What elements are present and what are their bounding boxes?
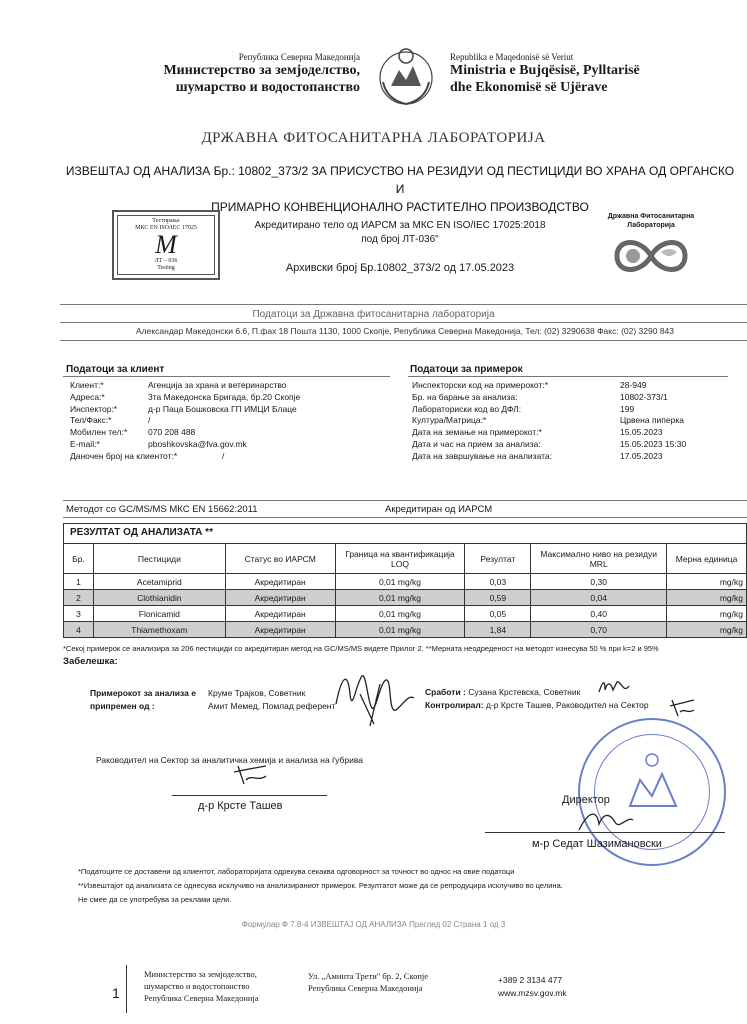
ministry-name-mk-1: Министерство за земјоделство,	[163, 63, 360, 78]
report-title-line-1: ИЗВЕШТАЈ ОД АНАЛИЗА Бр.: 10802_373/2 ЗА ПРИСУСТВО НА РЕЗИДУИ ОД ПЕСТИЦИДИ ВО ХРАНА ОД ОРГАНСКО И	[65, 164, 735, 196]
prepared-label-2: припремен од :	[90, 701, 155, 711]
sample-value: 15.05.2023 15:30	[620, 439, 687, 449]
footnote-1: *Податоците се доставени од клиентот, лабораторијата одрекува секаква одговорност за точност во однос на овие податоци	[78, 867, 515, 876]
table-cell: Flonicamid	[93, 606, 225, 622]
client-divider	[63, 376, 390, 377]
table-cell: mg/kg	[667, 574, 747, 590]
client-label: Мобилен тел:*	[70, 427, 128, 438]
table-cell: Acetamiprid	[93, 574, 225, 590]
lab-data-title: Податоци за Државна фитосанитарна лабораторија	[252, 309, 495, 320]
client-label: E-mail:*	[70, 439, 100, 449]
table-cell: 3	[64, 606, 94, 622]
col-header-result: Резултат	[465, 544, 531, 574]
table-cell: mg/kg	[667, 606, 747, 622]
prepared-by-2: Амит Мемед, Помлад референт	[208, 701, 336, 711]
method-text: Методот со GC/MS/MS МКС EN 15662:2011	[66, 504, 258, 515]
prepared-by-1: Круме Трајков, Советник	[208, 688, 306, 698]
table-row	[64, 622, 747, 638]
sample-value: 15.05.2023	[620, 427, 663, 438]
results-table	[63, 543, 747, 638]
report-title-line-2: ПРИМАРНО КОНВЕНЦИОНАЛНО РАСТИТЕЛНО ПРОИЗВОДСТВО	[211, 200, 589, 214]
table-cell: 0,01 mg/kg	[335, 606, 465, 622]
method-divider-bottom	[63, 517, 747, 518]
client-value: д-р Паца Бошковска ГП ИМЦИ Блаце	[148, 403, 297, 414]
table-cell: 0,05	[465, 606, 531, 622]
sample-label: Дата на земање на примерокот:*	[412, 427, 542, 438]
prepared-label	[90, 687, 196, 713]
col-header-pesticide: Пестициди	[93, 544, 225, 574]
sample-value: 28-949	[620, 380, 647, 390]
table-cell: Акредитиран	[225, 590, 335, 606]
ministry-header-al	[450, 52, 730, 96]
country-name-al: Republika e Maqedonisë së Veriut	[450, 52, 574, 62]
client-data	[70, 380, 390, 480]
worked-label: Сработи :	[425, 687, 466, 697]
footer-ministry-1: Министерство за земјоделство,	[144, 969, 257, 979]
client-label: Клиент:*	[70, 380, 104, 390]
table-cell: 4	[64, 622, 94, 638]
ministry-name-mk-2: шумарство и водостопанство	[175, 80, 360, 95]
sample-value: 17.05.2023	[620, 450, 663, 461]
acc-mark-line-3: ЛТ – 036	[154, 258, 178, 264]
form-line: Формулар Ф 7.8-4 ИЗВЕШТАЈ ОД АНАЛИЗА Преглед 02 Страна 1 од 3	[241, 920, 506, 929]
sample-data	[412, 380, 732, 480]
director-sign-line	[485, 832, 725, 833]
col-header-unit: Мерна единица	[667, 544, 747, 574]
col-header-mrl: Максимално ниво на резидуи MRL	[531, 544, 667, 574]
table-cell: 0,40	[531, 606, 667, 622]
client-value: /	[148, 415, 151, 426]
controlled-signature	[668, 696, 698, 720]
accreditation-mark	[112, 210, 220, 280]
footer-web: www.mzsv.gov.mk	[498, 988, 567, 998]
state-coat-of-arms-icon	[375, 42, 437, 108]
table-row	[64, 606, 747, 622]
table-cell: 0,01 mg/kg	[335, 622, 465, 638]
sample-section-title: Податоци за примерок	[410, 364, 523, 375]
table-cell: 0,01 mg/kg	[335, 590, 465, 606]
client-label: Тел/Факс:*	[70, 415, 112, 426]
country-name-mk: Република Северна Македонија	[238, 52, 360, 62]
head-name: д-р Крсте Ташев	[198, 800, 283, 812]
table-cell: Акредитиран	[225, 606, 335, 622]
client-value: pboshkovska@fva.gov.mk	[148, 439, 247, 449]
accreditation-text-1: Акредитирано тело од ИАРСМ за МКС EN ISO/IEC 17025:2018	[254, 220, 546, 231]
footer-ministry	[144, 968, 259, 1004]
prepared-label-1: Примерокот за анализа е	[90, 688, 196, 698]
sample-value: 199	[620, 403, 635, 414]
results-title: РЕЗУЛТАТ ОД АНАЛИЗАТА **	[63, 523, 747, 543]
footer-addr-1: Ул. „Аминта Трети" бр. 2, Скопје	[308, 971, 429, 981]
acc-mark-line-2: МКС EN ISO/IEC 17025	[135, 225, 197, 231]
table-cell: Clothianidin	[93, 590, 225, 606]
controlled-label: Контролирал:	[425, 700, 484, 710]
client-value: 3та Македонска Бригада, бр.20 Скопје	[148, 391, 301, 402]
client-label: Инспектор:*	[70, 403, 118, 414]
table-cell: 0,70	[531, 622, 667, 638]
remark-label: Забелешка:	[63, 656, 118, 667]
table-cell: mg/kg	[667, 622, 747, 638]
method-accreditation: Акредитиран од ИАРСМ	[385, 504, 493, 515]
footnote-2: **Извештајот од анализата се однесува исклучиво на анализираниот примерок. Резултатот може да се репродуцира исклучиво во целина.	[78, 881, 563, 890]
sample-label: Култура/Матрица:*	[412, 415, 487, 426]
table-cell: 2	[64, 590, 94, 606]
prepared-by	[208, 687, 335, 713]
table-cell: 0,03	[465, 574, 531, 590]
footer-address	[308, 970, 428, 994]
worked-line	[425, 687, 580, 697]
client-value: /	[222, 450, 225, 461]
footer-phone: +389 2 3134 477	[498, 975, 563, 985]
sample-value: 10802-373/1	[620, 391, 668, 402]
table-row	[64, 574, 747, 590]
divider-top	[60, 304, 747, 305]
prepared-signature	[330, 664, 420, 728]
table-cell: 1,84	[465, 622, 531, 638]
sample-label: Бр. на барање за анализа:	[412, 391, 518, 402]
divider-mid	[60, 322, 747, 323]
archive-number: Архивски број Бр.10802_373/2 од 17.05.2023	[285, 262, 515, 274]
worked-signature	[595, 676, 635, 698]
table-cell: 0,59	[465, 590, 531, 606]
col-header-no: Бр.	[64, 544, 94, 574]
acc-mark-line-1: Тестирање	[152, 218, 180, 224]
page-number: 1	[112, 985, 120, 1001]
director-name: м-р Седат Шазимановски	[532, 838, 662, 850]
sample-label: Инспекторски код на примерокот:*	[412, 380, 549, 390]
sample-label: Лабораториски код во ДФЛ:	[412, 403, 522, 414]
ministry-name-al-2: dhe Ekonomisë së Ujërave	[450, 80, 608, 95]
controlled-line	[425, 700, 649, 710]
table-cell: 0,04	[531, 590, 667, 606]
col-header-loq: Граница на квантификација LOQ	[335, 544, 465, 574]
client-section-title: Податоци за клиент	[66, 364, 165, 375]
worked-by: Сузана Крстевска, Советник	[468, 687, 581, 697]
sample-value: Црвена пиперка	[620, 415, 684, 426]
table-note: *Секој примерок се анализира за 206 пестициди со акредитиран метод на GC/MS/MS видете Прилог 2. **Мерната неодреденост на методот изнесува 50 % при k=2 и 95%	[63, 644, 659, 653]
method-divider-top	[63, 500, 747, 501]
head-sector-label: Раководител на Сектор за аналитичка хемија и анализа на ѓубрива	[96, 755, 363, 765]
table-cell: 0,01 mg/kg	[335, 574, 465, 590]
footnotes	[78, 867, 738, 905]
lab-logo-text-2: Лабораторија	[627, 222, 675, 229]
client-label: Даночен број на клиентот:*	[70, 450, 178, 461]
ministry-name-al-1: Ministria e Bujqësisë, Pylltarisë	[450, 63, 640, 78]
sample-divider	[408, 376, 728, 377]
accreditation-text	[230, 219, 570, 247]
ministry-header-mk	[140, 52, 360, 96]
acc-mark-letter: M	[155, 230, 177, 259]
footer-vertical-rule	[126, 965, 127, 1013]
table-cell: 1	[64, 574, 94, 590]
client-value: 070 208 488	[148, 427, 196, 438]
head-sign-line	[172, 795, 327, 796]
head-signature	[232, 760, 272, 790]
table-cell: 0,30	[531, 574, 667, 590]
lab-logo	[596, 212, 706, 281]
report-title	[60, 162, 740, 216]
table-row	[64, 590, 747, 606]
client-value: Агенција за храна и ветеринарство	[148, 380, 287, 390]
lab-logo-icon	[611, 234, 691, 278]
client-label: Адреса:*	[70, 391, 105, 402]
table-cell: Thiamethoxam	[93, 622, 225, 638]
table-cell: mg/kg	[667, 590, 747, 606]
controlled-by: д-р Крсте Ташев, Раководител на Сектор	[486, 700, 649, 710]
footnote-3: Не смее да се употребува за реклами цели.	[78, 895, 232, 904]
lab-address: Александар Македонски 6.6, П.фах 18 Пошта 1130, 1000 Скопје, Република Северна Македонија, Тел: (02) 3290638 Факс: (02) 3290 843	[135, 326, 675, 336]
accreditation-text-2: под број ЛТ-036"	[361, 234, 439, 245]
lab-logo-text-1: Државна Фитосанитарна	[607, 213, 695, 220]
lab-title: ДРЖАВНА ФИТОСАНИТАРНА ЛАБОРАТОРИЈА	[201, 130, 546, 146]
divider-bottom	[60, 340, 747, 341]
sample-label: Дата на завршување на анализата:	[412, 450, 553, 461]
footer-contact	[498, 974, 567, 1000]
footer-ministry-2: шумарство и водостопанство	[144, 981, 250, 991]
col-header-status: Статус во ИАРСМ	[225, 544, 335, 574]
footer-ministry-3: Република Северна Македонија	[144, 993, 259, 1003]
table-cell: Акредитиран	[225, 622, 335, 638]
acc-mark-line-4: Testing	[157, 265, 175, 271]
table-cell: Акредитиран	[225, 574, 335, 590]
sample-label: Дата и час на прием за анализа:	[412, 439, 541, 449]
director-label: Директор	[562, 794, 610, 806]
table-header-row	[64, 544, 747, 574]
footer-addr-2: Република Северна Македонија	[308, 983, 423, 993]
